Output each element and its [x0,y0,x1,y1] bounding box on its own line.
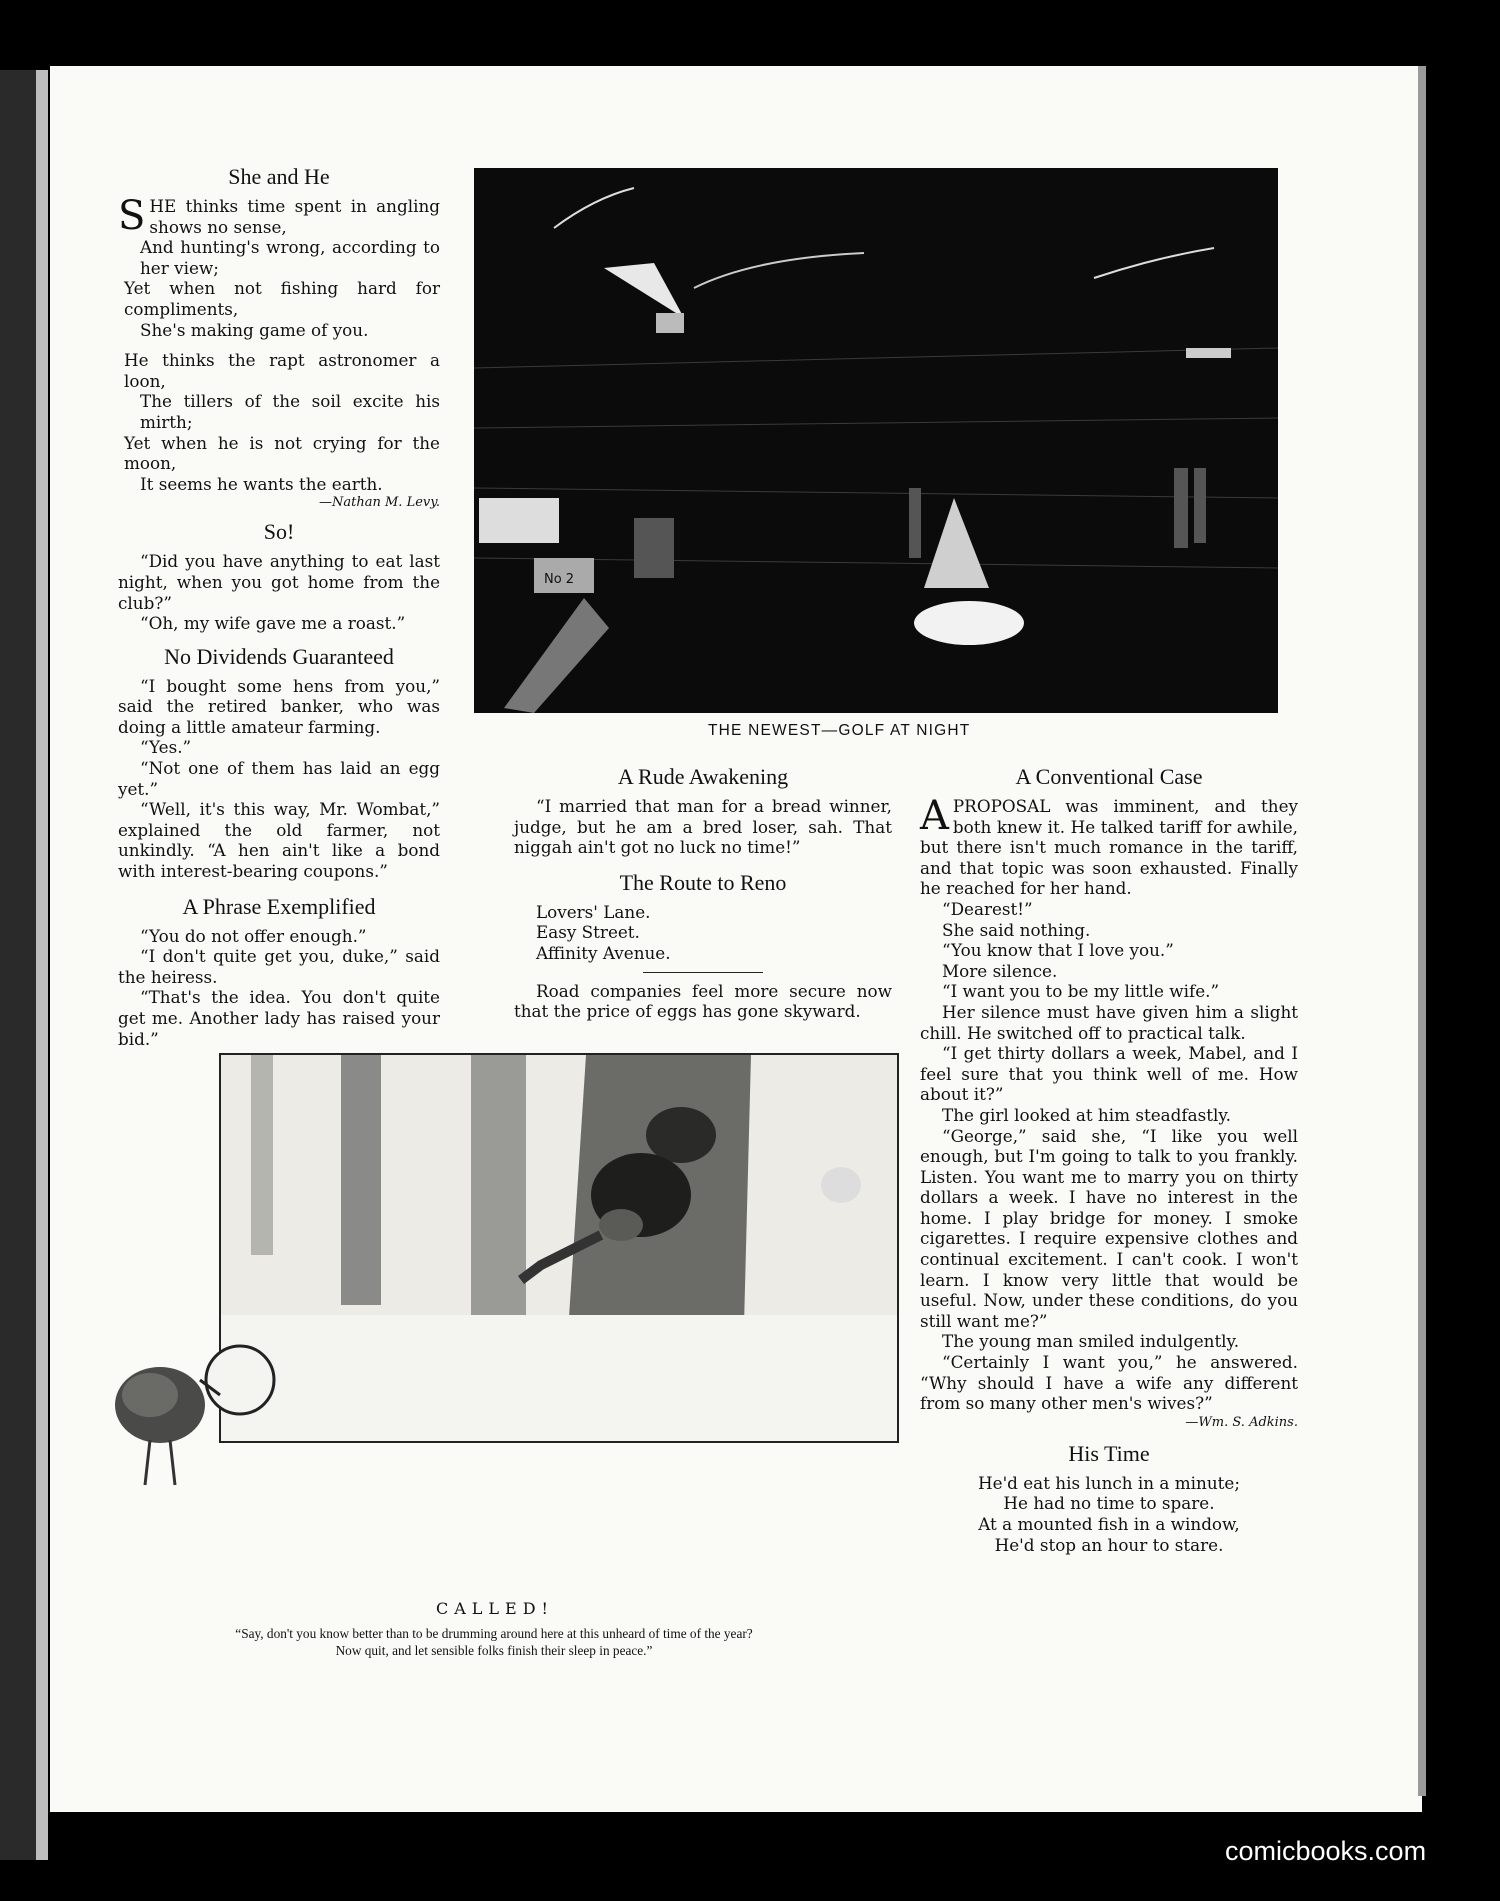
paragraph: “Yes.” [140,737,192,758]
heading-his-time: His Time [1068,1440,1150,1466]
called-title: CALLED! [436,1599,554,1618]
poem-line: It seems he wants the earth. [140,473,383,494]
paragraph: “Certainly I want you,” he answered. “Why should I have a wife any different from so many other men's wives?” [920,1352,1298,1414]
list-line: Lovers' Lane. [536,901,651,922]
heading-she-and-he: She and He [228,164,330,189]
divider [643,972,763,973]
poem-line: At a mounted fish in a window, [978,1514,1240,1534]
poem-line: He thinks the rapt astronomer a loon, [124,350,440,391]
caption-line: Now quit, and let sensible folks finish their sleep in peace.” [335,1643,653,1658]
poem-line: The tillers of the soil excite his mirth; [140,391,440,432]
binding-edge [0,70,48,1860]
dropcap-s: S [118,193,146,239]
paragraph: “George,” said she, “I like you well enough, but I'm going to talk to you frankly. Listen. You want me to marry you on thirty dollars a week. I have no interest in the home. I play bridge for money. I smoke cigarettes. I require expensive clothes and continual excitement. I can't cook. I won't learn. I know very little that would be useful. Now, under these conditions, do you still want me?” [920,1125,1298,1331]
grouse-drummer-drawing [90,1310,290,1500]
site-watermark: comicbooks.com [1225,1836,1427,1866]
poem-line: And hunting's wrong, according to her view; [140,237,440,278]
night-scene-drawing [474,168,1278,713]
golf-caption: THE NEWEST—GOLF AT NIGHT [708,722,971,739]
signature-adkins: —Wm. S. Adkins. [1185,1414,1298,1430]
called-caption [100,1625,888,1659]
caption-line: “Say, don't you know better than to be drumming around here at this unheard of time of the year? [235,1626,753,1641]
poem-line: Yet when he is not crying for the moon, [124,432,440,474]
paragraph: “I married that man for a bread winner, judge, but he am a bred loser, sah. That niggah ain't got no luck no time!” [514,796,892,858]
poem-line: Yet when not fishing hard for compliments, [124,278,440,319]
right-column [920,764,1298,1555]
paragraph: “I don't quite get you, duke,” said the heiress. [118,946,440,987]
paragraph: “That's the idea. You don't quite get me. Another lady has raised your bid.” [118,987,440,1049]
paragraph: “Did you have anything to eat last night, when you got home from the club?” [118,551,440,613]
page-edge [1418,66,1426,1796]
poem-line: She's making game of you. [140,319,369,340]
poem-line: HE thinks time spent in angling shows no sense, [149,196,440,237]
bears-and-grouse-illustration [219,1053,899,1443]
heading-so: So! [263,519,295,545]
heading-no-dividends: No Dividends Guaranteed [164,643,394,669]
paragraph: “Oh, my wife gave me a roast.” [140,613,406,634]
poem-line: He had no time to spare. [1003,1493,1215,1514]
paragraph: She said nothing. [942,919,1091,940]
paragraph: “I bought some hens from you,” said the retired banker, who was doing a little amateur farming. [118,675,440,737]
paragraph: PROPOSAL was imminent, and they both knew it. He talked tariff for awhile, but there isn't much romance in the tariff, and that topic was soon exhausted. Finally he reached for her hand. [920,796,1298,899]
heading-phrase: A Phrase Exemplified [182,893,376,919]
paragraph: “Dearest!” [942,898,1033,919]
poem-line: He'd eat his lunch in a minute; [978,1472,1240,1493]
dropcap-a: A [920,793,949,839]
winter-forest-drawing [221,1055,897,1441]
paragraph: “You know that I love you.” [942,940,1174,961]
paragraph: The girl looked at him steadfastly. [942,1104,1231,1125]
left-column [118,164,440,1049]
paragraph: “Not one of them has laid an egg yet.” [118,758,440,799]
paragraph: “I want you to be my little wife.” [942,981,1220,1002]
list-line: Affinity Avenue. [536,942,671,963]
poem-line: He'd stop an hour to stare. [994,1534,1224,1555]
signature-levy: —Nathan M. Levy. [319,495,440,511]
paragraph: Her silence must have given him a slight chill. He switched off to practical talk. [920,1001,1298,1043]
paragraph: More silence. [942,960,1058,981]
list-line: Easy Street. [536,922,640,943]
middle-column [514,764,892,1022]
paragraph: Road companies feel more secure now that the price of eggs has gone skyward. [514,980,892,1022]
sign-no2: No 2 [544,572,575,587]
heading-route-to-reno: The Route to Reno [619,869,787,895]
heading-rude-awakening: A Rude Awakening [617,764,789,789]
paragraph: “I get thirty dollars a week, Mabel, and I feel sure that you think well of me. How about it?” [920,1043,1298,1105]
poem-she-and-he [118,193,440,494]
paragraph: “You do not offer enough.” [140,925,367,946]
paragraph: “Well, it's this way, Mr. Wombat,” explained the old farmer, not unkindly. “A hen ain't like a bond with interest-bearing coupons.” [118,799,440,882]
golf-at-night-illustration [474,168,1278,713]
paragraph: The young man smiled indulgently. [942,1331,1240,1352]
heading-conventional-case: A Conventional Case [1015,764,1203,789]
